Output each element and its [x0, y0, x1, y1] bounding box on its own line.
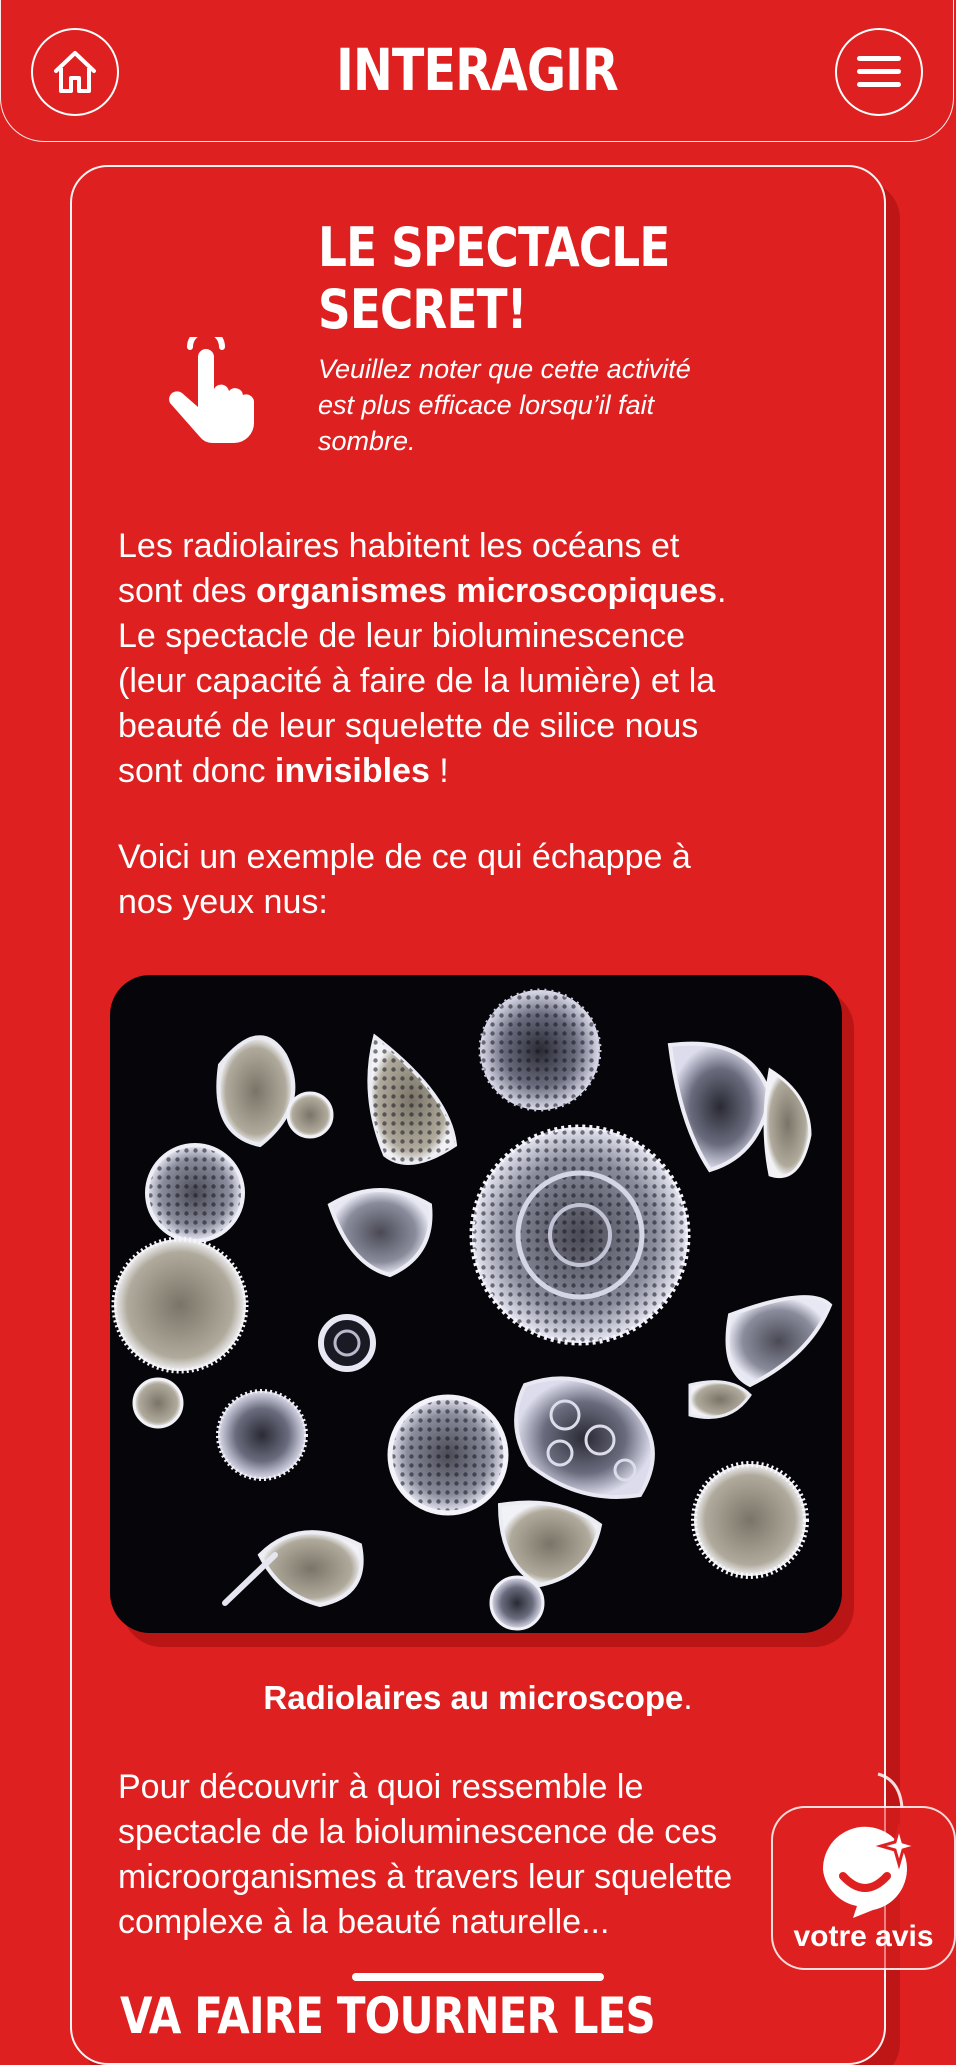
text-line: Voici un exemple de ce qui échappe à [118, 838, 691, 876]
text-line: complexe à la beauté naturelle... [118, 1903, 610, 1941]
caption-text: . [683, 1679, 693, 1716]
example-paragraph [118, 835, 848, 925]
radiolaria-image [110, 975, 842, 1633]
radiolaria-photo [110, 975, 842, 1633]
bold-text: organismes microscopiques [255, 572, 718, 610]
text-line: microorganismes à travers leur squelette [118, 1858, 733, 1896]
bold-text: invisibles [274, 752, 430, 790]
text-span: sont donc [118, 752, 275, 790]
tap-pointer-icon [164, 337, 256, 445]
header-title: INTERAGIR [336, 36, 618, 104]
note-line: Veuillez noter que cette activité [318, 354, 691, 384]
photo-caption [72, 1679, 884, 1717]
feedback-arc-decoration [870, 1770, 910, 1810]
feedback-label: votre avis [793, 1920, 934, 1953]
note-line: est plus efficace lorsqu’il fait [318, 390, 655, 420]
card-title-line: SECRET! [318, 278, 527, 341]
text-line: (leur capacité à faire de la lumière) et la [118, 662, 716, 700]
text-span: sont des [118, 572, 256, 610]
next-section-heading: VA FAIRE TOURNER LES [120, 1987, 655, 2045]
text-line: spectacle de la bioluminescence de ces [118, 1813, 718, 1851]
text-line: Pour découvrir à quoi ressemble le [118, 1768, 644, 1806]
smile-sparkle-icon [813, 1820, 917, 1920]
activity-card [70, 165, 886, 2065]
text-span: . [717, 572, 727, 610]
menu-button[interactable] [835, 28, 923, 116]
text-line: Le spectacle de leur bioluminescence [118, 617, 686, 655]
note-line: sombre. [318, 426, 416, 456]
hamburger-menu-icon [854, 50, 904, 94]
text-line [118, 749, 848, 794]
caption-text: Radiolaires au microscope [263, 1679, 684, 1716]
card-title-line: LE SPECTACLE [318, 216, 670, 279]
home-indicator-bar [352, 1973, 604, 1981]
text-line: beauté de leur squelette de silice nous [118, 707, 699, 745]
card-header [72, 217, 884, 477]
text-line: nos yeux nus: [118, 883, 328, 921]
intro-paragraph [118, 524, 848, 794]
feedback-button[interactable] [771, 1806, 956, 1970]
card-title [318, 217, 671, 341]
text-line: Les radiolaires habitent les océans et [118, 527, 680, 565]
top-header [0, 0, 954, 142]
text-line [118, 569, 848, 614]
discover-paragraph [118, 1765, 848, 1945]
text-span: ! [429, 752, 449, 790]
darkness-note [318, 351, 788, 459]
